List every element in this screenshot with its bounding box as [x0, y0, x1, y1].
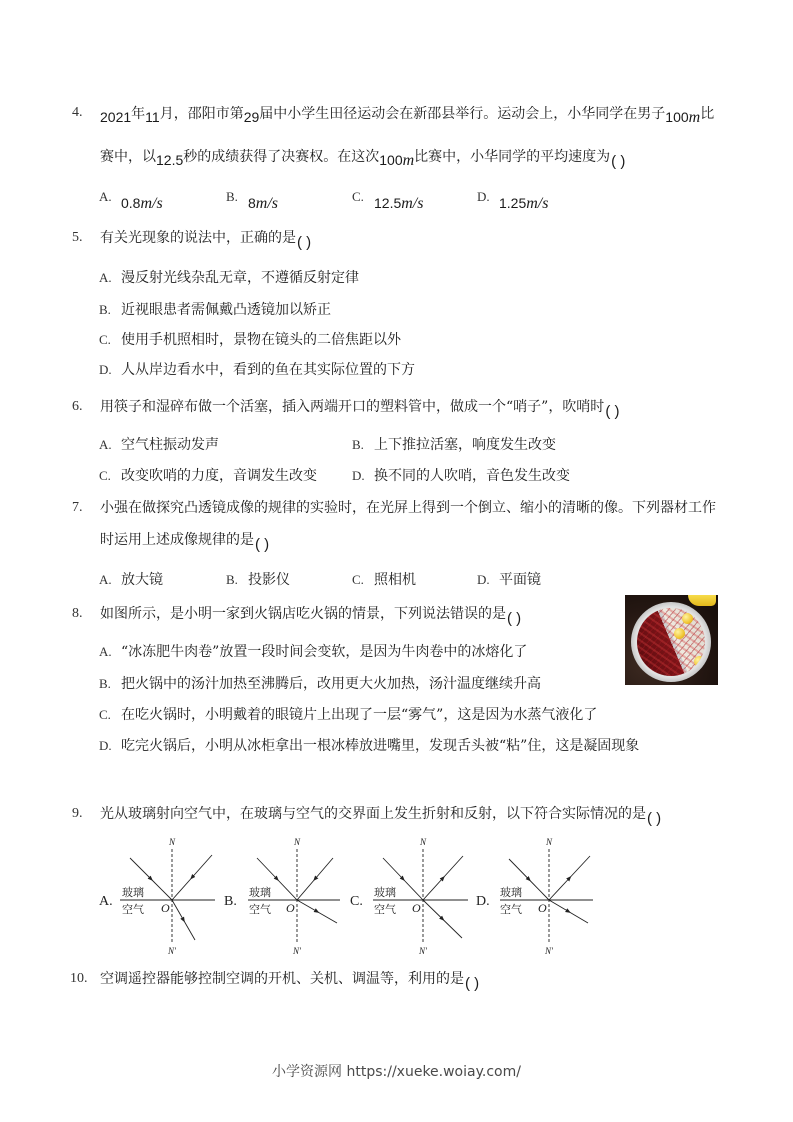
normal-top-label: N — [546, 837, 553, 847]
stem-text: 比 — [700, 106, 715, 122]
medium-air-label: 空气 — [374, 903, 396, 916]
stem-text: 空调遥控器能够控制空调的开机、关机、调温等，利用的是 — [100, 971, 464, 987]
option-label: A. — [99, 572, 112, 587]
medium-glass-label: 玻璃 — [122, 886, 144, 899]
option-label: C. — [352, 572, 364, 587]
normal-top-label: N — [420, 837, 427, 847]
math-unit: m — [402, 152, 415, 169]
option-label: B. — [352, 437, 364, 452]
option-label: D. — [99, 738, 112, 753]
stem-text: 秒的成绩获得了决赛权。在这次 — [183, 149, 380, 165]
option-a — [99, 189, 163, 212]
option-c — [99, 466, 317, 486]
diagram-label: D. — [476, 894, 490, 909]
option-text: 使用手机照相时，景物在镜头的二倍焦距以外 — [121, 332, 401, 348]
answer-blank: ( ) — [255, 536, 270, 553]
option-text: 上下推拉活塞，响度发生改变 — [374, 437, 556, 453]
answer-blank: ( ) — [465, 975, 480, 992]
normal-bottom-label: N' — [545, 946, 553, 956]
normal-top-label: N — [294, 837, 301, 847]
diagram-option-d — [476, 837, 593, 956]
option-label: B. — [99, 302, 111, 317]
option-d — [477, 570, 541, 590]
question-number: 8. — [72, 606, 83, 621]
option-value: 12.5 — [374, 195, 402, 211]
option-text: 吃完火锅后，小明从冰柜拿出一根冰棒放进嘴里，发现舌头被“粘”住，这是凝固现象 — [121, 738, 640, 754]
normal-bottom-label: N' — [168, 946, 176, 956]
option-text: 人从岸边看水中，看到的鱼在其实际位置的下方 — [121, 362, 415, 378]
option-label: C. — [99, 468, 111, 483]
corn-slice-decor — [688, 595, 716, 606]
normal-top-label: N — [169, 837, 176, 847]
question-stem-line-2 — [100, 146, 626, 170]
question-number: 5. — [72, 230, 83, 245]
medium-air-label: 空气 — [500, 903, 522, 916]
refraction-diagrams — [90, 830, 610, 960]
answer-blank: ( ) — [611, 153, 626, 170]
option-b — [99, 300, 331, 320]
option-text: 在吃火锅时，小明戴着的眼镜片上出现了一层“雾气”，这是因为水蒸气液化了 — [121, 707, 598, 723]
option-c — [99, 705, 597, 725]
math-unit: m — [688, 109, 701, 126]
option-label: C. — [99, 332, 111, 347]
medium-glass-label: 玻璃 — [500, 886, 522, 899]
stem-text: 用筷子和湿碎布做一个活塞，插入两端开口的塑料管中，做成一个“哨子”，吹哨时 — [100, 399, 605, 415]
option-label: B. — [226, 189, 238, 204]
stem-text: 比赛中，小华同学的平均速度为 — [414, 149, 611, 165]
diagram-option-c — [350, 837, 468, 956]
question-stem — [100, 804, 662, 827]
option-value: 0.8 — [121, 195, 141, 211]
incidence-point-label: O — [412, 901, 421, 915]
option-text: 平面镜 — [499, 572, 541, 588]
incidence-point-label: O — [161, 901, 170, 915]
option-text: 投影仪 — [248, 572, 290, 588]
question-number: 6. — [72, 399, 83, 414]
medium-air-label: 空气 — [249, 903, 271, 916]
option-a — [99, 268, 359, 288]
option-b — [226, 570, 290, 590]
option-text: 换不同的人吹哨，音色发生改变 — [374, 468, 570, 484]
option-d — [99, 360, 415, 380]
option-label: A. — [99, 437, 112, 452]
option-c — [99, 330, 401, 350]
option-text: 漫反射光线杂乱无章，不遵循反射定律 — [121, 270, 359, 286]
option-text: 改变吹哨的力度，音调发生改变 — [121, 468, 317, 484]
option-value: 1.25 — [499, 195, 527, 211]
fishball — [694, 656, 705, 667]
question-stem — [100, 604, 522, 627]
option-text: 把火锅中的汤汁加热至沸腾后，改用更大火加热，汤汁温度继续升高 — [121, 676, 541, 692]
reflected-ray — [172, 855, 212, 900]
reflected-ray — [423, 856, 463, 900]
option-c — [352, 570, 416, 590]
normal-bottom-label: N' — [293, 946, 301, 956]
page-footer — [0, 1062, 793, 1082]
question-number: 9. — [72, 806, 83, 821]
diagram-label: C. — [350, 894, 363, 909]
math-number: 11 — [145, 109, 160, 125]
option-text: 近视眼患者需佩戴凸透镜加以矫正 — [121, 302, 331, 318]
hotpot-photo — [625, 595, 718, 685]
stem-text: 时运用上述成像规律的是 — [100, 532, 254, 548]
question-stem-line-1 — [100, 103, 715, 126]
normal-bottom-label: N' — [419, 946, 427, 956]
refracted-ray — [297, 900, 337, 923]
math-number: 100 — [379, 152, 403, 168]
fishball — [682, 613, 693, 624]
refracted-ray — [172, 900, 195, 940]
option-label: D. — [352, 468, 365, 483]
option-unit: m/s — [140, 195, 163, 212]
question-stem — [100, 969, 480, 992]
refracted-ray — [549, 900, 588, 923]
stem-text: 如图所示，是小明一家到火锅店吃火锅的情景，下列说法错误的是 — [100, 606, 506, 622]
math-number: 12.5 — [156, 152, 184, 168]
option-label: D. — [477, 189, 490, 204]
hotpot-broth — [637, 608, 705, 676]
diagram-label: A. — [99, 894, 113, 909]
diagram-label: B. — [224, 894, 237, 909]
option-label: A. — [99, 644, 112, 659]
medium-glass-label: 玻璃 — [374, 886, 396, 899]
reflected-ray — [297, 858, 333, 900]
option-label: D. — [99, 362, 112, 377]
option-c — [352, 189, 424, 212]
option-b — [226, 189, 279, 212]
question-stem — [100, 397, 620, 420]
option-b — [99, 674, 541, 694]
answer-blank: ( ) — [647, 810, 662, 827]
question-stem-line-1: 小强在做探究凸透镜成像的规律的实验时，在光屏上得到一个倒立、缩小的清晰的像。下列器材工作 — [100, 500, 716, 516]
option-d — [99, 736, 639, 756]
option-label: A. — [99, 189, 112, 204]
option-label: D. — [477, 572, 490, 587]
footer-url: https://xueke.woiay.com/ — [346, 1064, 521, 1080]
stem-text: 光从玻璃射向空气中，在玻璃与空气的交界面上发生折射和反射，以下符合实际情况的是 — [100, 806, 646, 822]
option-unit: m/s — [255, 195, 279, 212]
stem-text: 年 — [131, 106, 146, 122]
diagram-option-a — [99, 837, 215, 956]
option-label: B. — [226, 572, 238, 587]
math-number: 100 — [665, 109, 689, 125]
option-a — [99, 435, 219, 455]
math-number: 2021 — [100, 109, 132, 125]
stem-text: 月，邵阳市第 — [159, 106, 244, 122]
option-text: “冰冻肥牛肉卷”放置一段时间会变软，是因为牛肉卷中的冰熔化了 — [121, 644, 528, 660]
option-a — [99, 570, 163, 590]
option-label: C. — [352, 189, 364, 204]
question-number: 10. — [70, 971, 88, 986]
hotpot-pot — [631, 602, 711, 682]
option-unit: m/s — [526, 195, 549, 212]
option-text: 照相机 — [374, 572, 416, 588]
option-text: 空气柱振动发声 — [121, 437, 219, 453]
medium-glass-label: 玻璃 — [249, 886, 271, 899]
option-text: 放大镜 — [121, 572, 163, 588]
fishball — [674, 628, 685, 639]
option-label: A. — [99, 270, 112, 285]
answer-blank: ( ) — [605, 403, 620, 420]
diagram-option-b — [224, 837, 340, 956]
medium-air-label: 空气 — [122, 903, 144, 916]
option-value: 8 — [248, 195, 256, 211]
option-unit: m/s — [401, 195, 424, 212]
math-number: 29 — [243, 109, 260, 125]
option-d — [477, 189, 549, 212]
refracted-ray — [423, 900, 462, 938]
option-a — [99, 642, 527, 662]
question-number: 7. — [72, 500, 83, 515]
stem-text: 届中小学生田径运动会在新邵县举行。运动会上，小华同学在男子 — [259, 106, 666, 122]
option-b — [352, 435, 556, 455]
question-number: 4. — [72, 105, 83, 120]
option-label: C. — [99, 707, 111, 722]
footer-site-name: 小学资源网 — [272, 1064, 343, 1080]
answer-blank: ( ) — [507, 610, 522, 627]
option-label: B. — [99, 676, 111, 691]
incidence-point-label: O — [538, 901, 547, 915]
option-d — [352, 466, 570, 486]
answer-blank: ( ) — [297, 234, 312, 251]
question-stem — [100, 228, 312, 251]
question-stem-line-2 — [100, 530, 270, 553]
reflected-ray — [549, 856, 590, 900]
incidence-point-label: O — [286, 901, 295, 915]
stem-text: 有关光现象的说法中，正确的是 — [100, 230, 296, 246]
stem-text: 赛中，以 — [100, 149, 156, 165]
